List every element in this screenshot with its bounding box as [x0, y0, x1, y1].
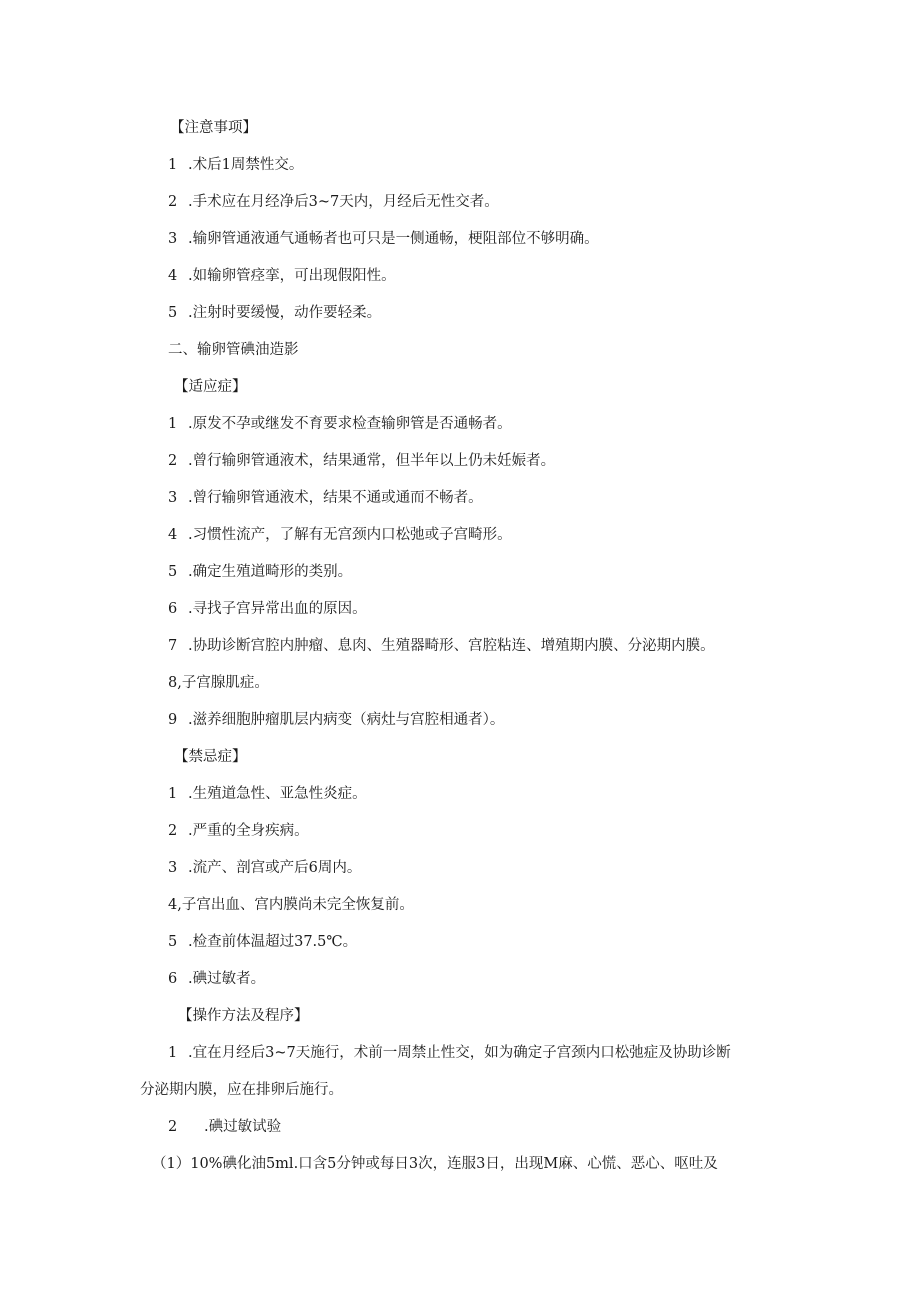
heading-contraindications: 【禁忌症】	[174, 749, 247, 765]
item-text: .流产、剖宫或产后6周内。	[188, 860, 362, 876]
item-number: 2	[168, 194, 178, 210]
item-text: .碘过敏试验	[204, 1119, 282, 1135]
list-item	[168, 229, 599, 249]
list-item	[168, 155, 303, 175]
item-text: .习惯性流产，了解有无宫颈内口松弛或子宫畸形。	[188, 527, 512, 543]
list-item	[168, 1043, 731, 1063]
item-number: 3	[168, 490, 178, 506]
list-item: 8,子宫腺肌症。	[168, 675, 269, 691]
item-text: .输卵管通液通气通畅者也可只是一侧通畅，梗阻部位不够明确。	[188, 231, 599, 247]
item-number: 2	[168, 453, 178, 469]
item-number: 6	[168, 601, 178, 617]
list-item	[168, 636, 715, 656]
item-text: .宜在月经后3~7天施行，术前一周禁止性交，如为确定子宫颈内口松弛症及协助诊断	[188, 1045, 731, 1061]
item-text: .曾行输卵管通液术，结果不通或通而不畅者。	[188, 490, 483, 506]
item-text: .协助诊断宫腔内肿瘤、息肉、生殖器畸形、宫腔粘连、增殖期内膜、分泌期内膜。	[188, 638, 715, 654]
item-text: .检查前体温超过37.5℃。	[188, 934, 358, 950]
list-item	[168, 451, 555, 471]
item-number: 5	[168, 934, 178, 950]
item-number: 5	[168, 305, 178, 321]
item-number: 1	[168, 786, 178, 802]
item-text: .碘过敏者。	[188, 971, 266, 987]
sub-item: （1）10%碘化油5ml.口含5分钟或每日3次，连服3日，出现M麻、心慌、恶心、呕吐及	[152, 1156, 718, 1172]
item-text: .注射时要缓慢，动作要轻柔。	[188, 305, 382, 321]
list-item	[168, 266, 396, 286]
list-item	[168, 488, 483, 508]
list-item	[168, 710, 504, 730]
item-continuation: 分泌期内膜，应在排卵后施行。	[140, 1082, 343, 1098]
list-item	[168, 1117, 281, 1137]
list-item	[168, 414, 512, 434]
item-number: 2	[168, 823, 178, 839]
heading-precautions: 【注意事项】	[170, 120, 257, 136]
list-item	[168, 303, 381, 323]
item-number: 7	[168, 638, 178, 654]
item-number: 2	[168, 1119, 178, 1135]
list-item	[168, 969, 265, 989]
list-item	[168, 192, 499, 212]
item-number: 1	[168, 157, 178, 173]
item-number: 9	[168, 712, 178, 728]
list-item	[168, 784, 367, 804]
list-item: 4,子宫出血、宫内膜尚未完全恢复前。	[168, 897, 414, 913]
list-item	[168, 599, 367, 619]
item-number: 5	[168, 564, 178, 580]
item-number: 4	[168, 268, 178, 284]
item-text: .曾行输卵管通液术，结果通常，但半年以上仍未妊娠者。	[188, 453, 556, 469]
item-text: .寻找子宫异常出血的原因。	[188, 601, 367, 617]
item-text: .严重的全身疾病。	[188, 823, 309, 839]
list-item	[168, 525, 512, 545]
list-item	[168, 932, 357, 952]
item-number: 6	[168, 971, 178, 987]
item-number: 3	[168, 860, 178, 876]
item-number: 4	[168, 527, 178, 543]
item-number: 1	[168, 416, 178, 432]
item-text: .滋养细胞肿瘤肌层内病变（病灶与宫腔相通者）。	[188, 712, 505, 728]
item-number: 1	[168, 1045, 178, 1061]
item-text: .原发不孕或继发不育要求检查输卵管是否通畅者。	[188, 416, 512, 432]
list-item	[168, 562, 352, 582]
item-text: .手术应在月经净后3~7天内，月经后无性交者。	[188, 194, 499, 210]
list-item	[168, 821, 309, 841]
item-text: .术后1周禁性交。	[188, 157, 304, 173]
heading-procedure: 【操作方法及程序】	[178, 1008, 309, 1024]
list-item	[168, 858, 361, 878]
heading-indications: 【适应症】	[174, 379, 247, 395]
item-text: .如输卵管痉挛，可出现假阳性。	[188, 268, 396, 284]
item-number: 3	[168, 231, 178, 247]
section-title: 二、输卵管碘油造影	[168, 342, 299, 358]
item-text: .确定生殖道畸形的类别。	[188, 564, 353, 580]
item-text: .生殖道急性、亚急性炎症。	[188, 786, 367, 802]
